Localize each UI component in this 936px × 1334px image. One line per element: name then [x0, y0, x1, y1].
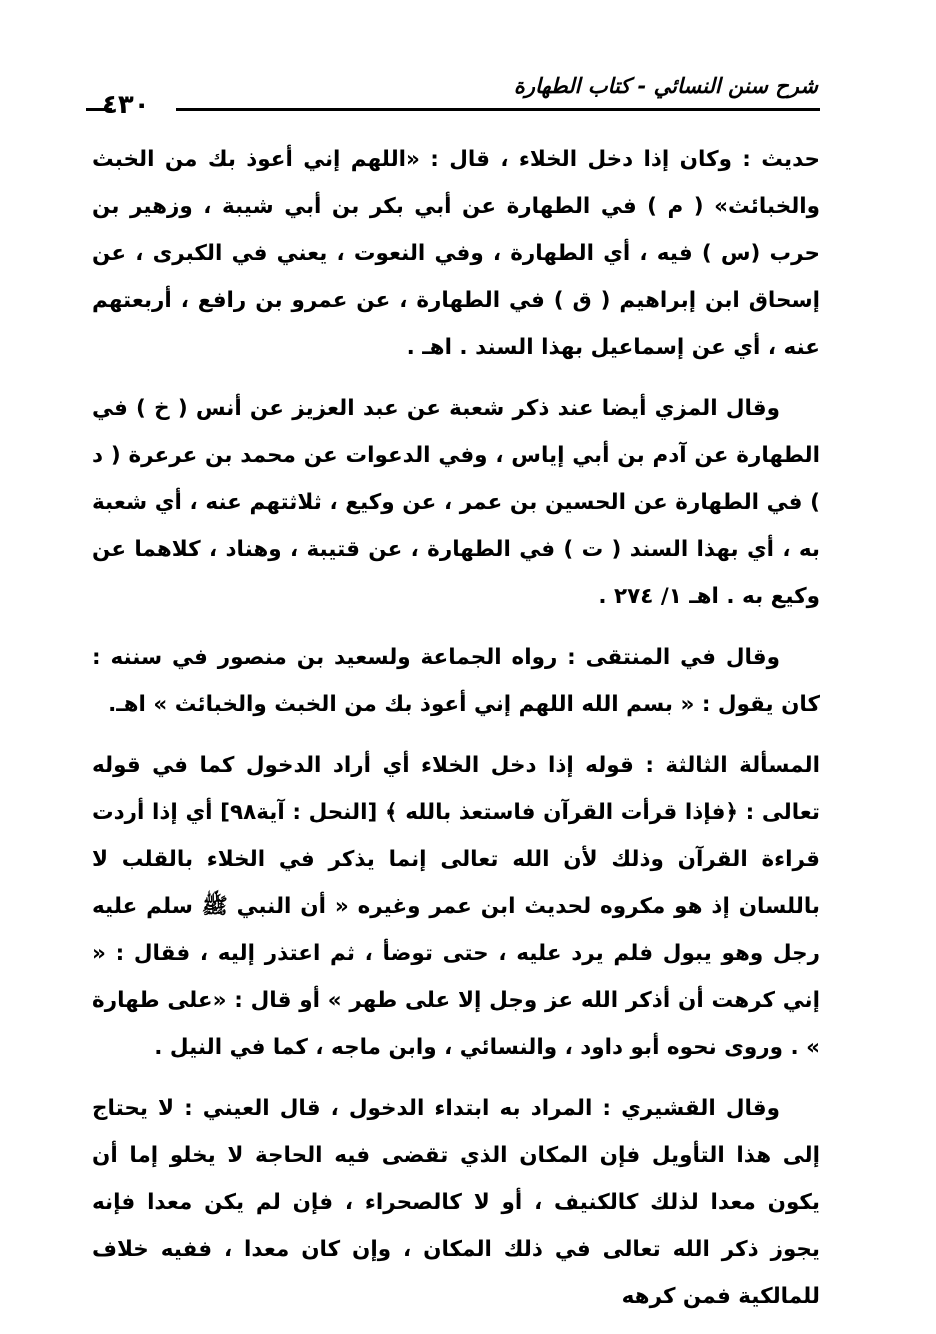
- paragraph-3: [92, 634, 820, 728]
- paragraph-4: [92, 742, 820, 1071]
- document-page: [92, 60, 820, 1309]
- header-title: شرح سنن النسائي - كتاب الطهارة: [513, 74, 818, 98]
- header-rule: [176, 108, 820, 111]
- page-number: ٤٣٠: [102, 90, 150, 120]
- paragraph-4-text: قوله إذا دخل الخلاء أي أراد الدخول كما في قوله تعالى : ﴿فإذا قرأت القرآن فاستعذ بالله ﴾ [النحل : آية٩٨] أي إذا أردت قراءة القرآن وذلك لأن الله تعالى إنما يذكر في الخلاء بالقلب لا باللسان إذ هو مكروه لحديث ابن عمر وغيره « أن النبي ﷺ سلم عليه رجل وهو يبول فلم يرد عليه ، حتى توضأ ، ثم اعتذر إليه ، فقال : « إني كرهت أن أذكر الله عز وجل إلا على طهر » أو قال : «على طهارة » . وروى نحوه أبو داود ، والنسائي ، وابن ماجه ، كما في النيل .: [92, 753, 820, 1060]
- paragraph-2-text: وقال المزي أيضا عند ذكر شعبة عن عبد العزيز عن أنس ( خ ) في الطهارة عن آدم بن أبي إياس ، وفي الدعوات عن محمد بن عرعرة ( د ) في الطهارة عن الحسين بن عمر ، عن وكيع ، ثلاثتهم عنه ، أي شعبة به ، أي بهذا السند ( ت ) في الطهارة ، عن قتيبة ، وهناد ، كلاهما عن وكيع به . اهـ ١/ ٢٧٤ .: [92, 396, 820, 609]
- paragraph-1-text: حديث : وكان إذا دخل الخلاء ، قال : «اللهم إني أعوذ بك من الخبث والخبائث» ( م ) في الطهارة عن أبي بكر بن أبي شيبة ، وزهير بن حرب (س ) فيه ، أي الطهارة ، وفي النعوت ، يعني في الكبرى ، عن إسحاق ابن إبراهيم ( ق ) في الطهارة ، عن عمرو بن رافع ، أربعتهم عنه ، أي عن إسماعيل بهذا السند . اهـ .: [92, 147, 820, 360]
- section-heading: المسألة الثالثة :: [645, 753, 820, 778]
- running-header: [92, 60, 820, 118]
- page-number-rule: [86, 108, 112, 111]
- body-text: [92, 136, 820, 1334]
- paragraph-3-text: وقال في المنتقى : رواه الجماعة ولسعيد بن منصور في سننه : كان يقول : « بسم الله اللهم إني أعوذ بك من الخبث والخبائث » اهـ.: [92, 645, 820, 717]
- paragraph-5-text: وقال القشيري : المراد به ابتداء الدخول ، قال العيني : لا يحتاج إلى هذا التأويل فإن المكان الذي تقضى فيه الحاجة لا يخلو إما أن يكون معدا لذلك كالكنيف ، أو لا كالصحراء ، فإن لم يكن معدا فإنه يجوز ذكر الله تعالى في ذلك المكان ، وإن كان معدا ، ففيه خلاف للمالكية فمن كرهه: [92, 1096, 820, 1309]
- paragraph-2: [92, 385, 820, 620]
- paragraph-1: [92, 136, 820, 371]
- paragraph-5: [92, 1085, 820, 1320]
